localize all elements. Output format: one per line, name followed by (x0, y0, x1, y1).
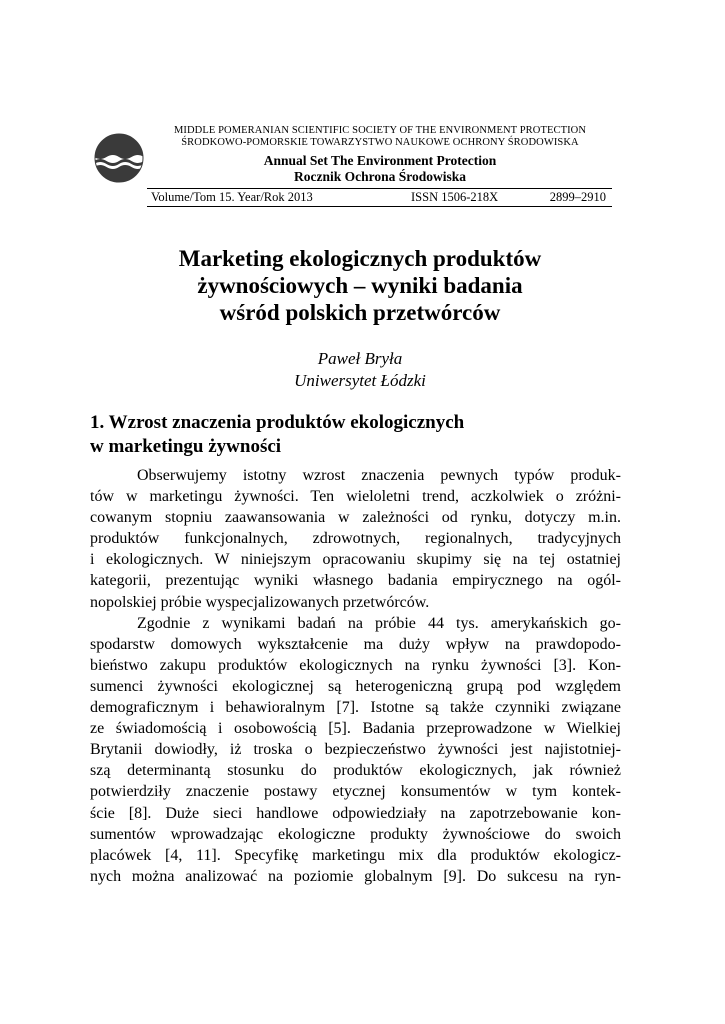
text-line: bieństwo zakupu produktów ekologicznych na rynku żywności [3]. Kon- (90, 656, 621, 674)
section-heading-line: w marketingu żywności (90, 436, 282, 457)
section-heading-line: 1. Wzrost znaczenia produktów ekologicznych (90, 412, 465, 433)
title-line: Marketing ekologicznych produktów (178, 246, 542, 271)
text-line: Obserwujemy istotny wzrost znaczenia pewnych typów produk- (137, 467, 621, 484)
text-line: ście [8]. Duże sieci handlowe odpowiedziały na zapotrzebowanie kon- (90, 804, 621, 822)
text-line: Brytanii dowiodły, iż troska o bezpieczeństwo żywności jest najistotniej- (90, 741, 621, 759)
text-line: nych można analizować na poziomie globalnym [9]. Do sukcesu na ryn- (90, 867, 621, 885)
paragraph (90, 613, 621, 887)
paragraph (90, 465, 621, 613)
text-line: produktów funkcjonalnych, zdrowotnych, regionalnych, tradycyjnych (90, 530, 621, 548)
journal-title-english: Annual Set The Environment Protection (263, 153, 497, 168)
text-line: i ekologicznych. W niniejszym opracowaniu skupimy się na tej ostatniej (90, 551, 621, 569)
text-line: Zgodnie z wynikami badań na próbie 44 tys. amerykańskich go- (137, 614, 621, 632)
text-line: demograficznym i behawioralnym [7]. Istotne są także czynniki związane (90, 699, 621, 717)
author-name: Paweł Bryła (317, 349, 403, 368)
society-logo-icon (94, 133, 144, 183)
volume-info-bar (147, 188, 612, 207)
page-range: 2899–2910 (549, 190, 606, 204)
title-line: żywnościowych – wyniki badania (197, 273, 523, 298)
text-line: potwierdziły znaczenie postawy etycznej konsumentów w tym kontek- (90, 783, 621, 801)
title-line: wśród polskich przetwórców (219, 300, 501, 325)
article-title (90, 245, 630, 326)
author-affiliation: Uniwersytet Łódzki (294, 371, 426, 390)
text-line: cowanym stopniu zaawansowania w zależności od rynku, dotyczy m.in. (90, 509, 621, 527)
text-line: szą determinantą stosunku do produktów ekologicznych, jak również (90, 762, 621, 780)
section-heading (90, 411, 630, 459)
text-line: sumenci żywności ekologicznej są heterogeniczną grupą pod względem (90, 677, 621, 695)
society-name-polish: ŚRODKOWO-POMORSKIE TOWARZYSTWO NAUKOWE OCHRONY ŚRODOWISKA (181, 137, 579, 148)
volume-year: Volume/Tom 15. Year/Rok 2013 (151, 190, 313, 204)
text-line: tów w marketingu żywności. Ten wieloletni trend, aczkolwiek o zróżni- (90, 488, 621, 506)
journal-title-polish: Rocznik Ochrona Środowiska (293, 169, 467, 184)
body-text (90, 465, 621, 887)
text-line: ze świadomością i osobowością [5]. Badania przeprowadzone w Wielkiej (90, 720, 621, 738)
text-line: nopolskiej próbie wyspecjalizowanych przetwórców. (90, 593, 430, 611)
society-name-english: MIDDLE POMERANIAN SCIENTIFIC SOCIETY OF THE ENVIRONMENT PROTECTION (173, 125, 587, 136)
text-line: kategorii, prezentując wyniki własnego badania empirycznego na ogól- (90, 572, 621, 590)
text-line: placówek [4, 11]. Specyfikę marketingu mix dla produktów ekologicz- (90, 846, 621, 864)
text-line: sumentów wprowadzając ekologiczne produkty żywnościowe do swoich (90, 825, 621, 843)
text-line: spodarstw domowych wykształcenie ma duży wpływ na prawdopodo- (90, 635, 621, 653)
issn: ISSN 1506-218X (411, 190, 499, 204)
